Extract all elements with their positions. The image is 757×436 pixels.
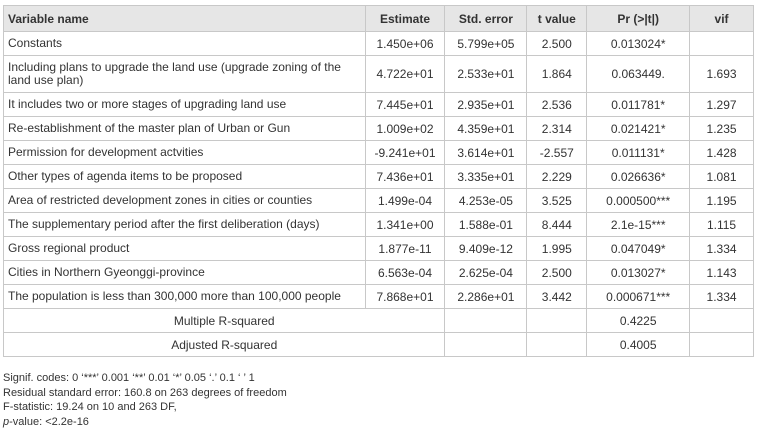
cell-estimate: -9.241e+01: [365, 141, 445, 165]
cell-std-error: 2.625e-04: [445, 261, 527, 285]
cell-p-value: 0.011781*: [587, 93, 690, 117]
cell-estimate: 7.436e+01: [365, 165, 445, 189]
cell-p-value: 0.013024*: [587, 32, 690, 56]
cell-vif: 1.297: [690, 93, 754, 117]
table-row: [4, 93, 754, 117]
header-estimate: Estimate: [365, 6, 445, 32]
cell-variable: Gross regional product: [4, 237, 366, 261]
summary-row-adjusted-r-squared: [4, 333, 754, 357]
summary-label: Adjusted R-squared: [4, 333, 445, 357]
cell-estimate: 1.009e+02: [365, 117, 445, 141]
p-value-note: [3, 415, 287, 430]
cell-t-value: 2.500: [527, 261, 587, 285]
summary-empty-cell: [690, 333, 754, 357]
table-row: [4, 213, 754, 237]
table-row: [4, 165, 754, 189]
cell-estimate: 1.341e+00: [365, 213, 445, 237]
cell-t-value: 2.314: [527, 117, 587, 141]
cell-p-value: 0.026636*: [587, 165, 690, 189]
cell-variable: The supplementary period after the first deliberation (days): [4, 213, 366, 237]
header-t-value: t value: [527, 6, 587, 32]
cell-variable: Re-establishment of the master plan of Urban or Gun: [4, 117, 366, 141]
table-row: [4, 261, 754, 285]
table-footnotes: [3, 371, 287, 429]
cell-std-error: 4.359e+01: [445, 117, 527, 141]
regression-table: [3, 5, 754, 357]
cell-p-value: 0.047049*: [587, 237, 690, 261]
cell-std-error: 3.335e+01: [445, 165, 527, 189]
cell-variable: Cities in Northern Gyeonggi-province: [4, 261, 366, 285]
summary-empty-cell: [690, 309, 754, 333]
cell-p-value: 0.000671***: [587, 285, 690, 309]
table-row: [4, 189, 754, 213]
summary-empty-cell: [527, 309, 587, 333]
summary-empty-cell: [445, 309, 527, 333]
cell-variable: Permission for development actvities: [4, 141, 366, 165]
table-row: [4, 237, 754, 261]
header-std-error: Std. error: [445, 6, 527, 32]
cell-t-value: -2.557: [527, 141, 587, 165]
cell-std-error: 2.935e+01: [445, 93, 527, 117]
cell-t-value: 3.442: [527, 285, 587, 309]
cell-p-value: 0.013027*: [587, 261, 690, 285]
cell-p-value: 0.011131*: [587, 141, 690, 165]
cell-variable: Other types of agenda items to be proposed: [4, 165, 366, 189]
header-variable-name: Variable name: [4, 6, 366, 32]
table-row: [4, 141, 754, 165]
cell-vif: 1.334: [690, 285, 754, 309]
cell-vif: 1.235: [690, 117, 754, 141]
cell-std-error: 9.409e-12: [445, 237, 527, 261]
p-value-italic-label: p: [3, 415, 10, 428]
summary-empty-cell: [527, 333, 587, 357]
cell-vif: 1.081: [690, 165, 754, 189]
table-row: [4, 117, 754, 141]
cell-p-value: 0.000500***: [587, 189, 690, 213]
cell-vif: 1.334: [690, 237, 754, 261]
cell-vif: 1.143: [690, 261, 754, 285]
cell-t-value: 2.536: [527, 93, 587, 117]
cell-variable: Constants: [4, 32, 366, 56]
header-row: [4, 6, 754, 32]
cell-p-value: 0.063449.: [587, 56, 690, 93]
cell-t-value: 1.864: [527, 56, 587, 93]
cell-std-error: 5.799e+05: [445, 32, 527, 56]
cell-variable: It includes two or more stages of upgrading land use: [4, 93, 366, 117]
cell-variable: Including plans to upgrade the land use (upgrade zoning of the land use plan): [4, 56, 366, 93]
cell-std-error: 2.286e+01: [445, 285, 527, 309]
cell-t-value: 2.229: [527, 165, 587, 189]
residual-se-note: Residual standard error: 160.8 on 263 degrees of freedom: [3, 386, 287, 399]
cell-estimate: 4.722e+01: [365, 56, 445, 93]
cell-t-value: 2.500: [527, 32, 587, 56]
cell-std-error: 4.253e-05: [445, 189, 527, 213]
summary-label: Multiple R-squared: [4, 309, 445, 333]
summary-value: 0.4005: [587, 333, 690, 357]
signif-codes-note: Signif. codes: 0 ‘***’ 0.001 ‘**’ 0.01 ‘*’ 0.05 ‘.’ 0.1 ‘ ’ 1: [3, 372, 255, 384]
cell-vif: 1.195: [690, 189, 754, 213]
cell-p-value: 0.021421*: [587, 117, 690, 141]
cell-std-error: 3.614e+01: [445, 141, 527, 165]
cell-vif: 1.428: [690, 141, 754, 165]
f-statistic-note: F-statistic: 19.24 on 10 and 263 DF,: [3, 401, 177, 413]
cell-estimate: 1.499e-04: [365, 189, 445, 213]
cell-vif: 1.115: [690, 213, 754, 237]
summary-row-multiple-r-squared: [4, 309, 754, 333]
cell-estimate: 7.868e+01: [365, 285, 445, 309]
cell-std-error: 1.588e-01: [445, 213, 527, 237]
cell-std-error: 2.533e+01: [445, 56, 527, 93]
cell-estimate: 7.445e+01: [365, 93, 445, 117]
cell-estimate: 6.563e-04: [365, 261, 445, 285]
cell-variable: Area of restricted development zones in cities or counties: [4, 189, 366, 213]
cell-estimate: 1.877e-11: [365, 237, 445, 261]
cell-t-value: 3.525: [527, 189, 587, 213]
cell-p-value: 2.1e-15***: [587, 213, 690, 237]
cell-vif: [690, 32, 754, 56]
table-row: [4, 56, 754, 93]
cell-estimate: 1.450e+06: [365, 32, 445, 56]
header-p-value: Pr (>|t|): [587, 6, 690, 32]
cell-variable: The population is less than 300,000 more than 100,000 people: [4, 285, 366, 309]
summary-empty-cell: [445, 333, 527, 357]
table-row: [4, 285, 754, 309]
table-row: [4, 32, 754, 56]
header-vif: vif: [690, 6, 754, 32]
cell-vif: 1.693: [690, 56, 754, 93]
cell-t-value: 1.995: [527, 237, 587, 261]
cell-t-value: 8.444: [527, 213, 587, 237]
p-value-text: -value: <2.2e-16: [9, 415, 89, 428]
summary-value: 0.4225: [587, 309, 690, 333]
